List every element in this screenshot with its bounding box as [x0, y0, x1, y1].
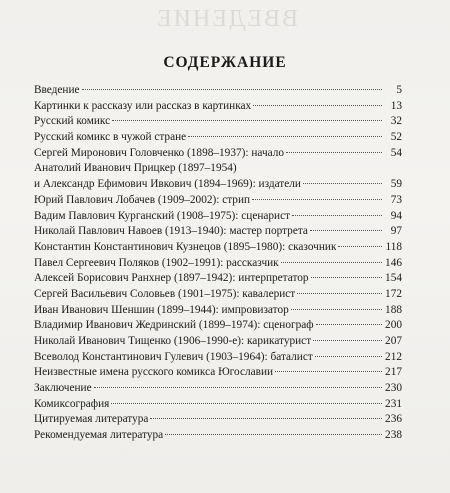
toc-entry-page-number: 212: [385, 350, 402, 363]
toc-entry-title: Анатолий Иванович Прицкер (1897–1954): [34, 162, 237, 175]
toc-entry-page-number: 32: [390, 115, 402, 128]
toc-entry-page-number: 59: [390, 178, 402, 191]
toc-entry-page-number: 5: [396, 84, 402, 96]
toc-entry-page-number: 230: [385, 382, 402, 395]
toc-entry: [34, 318, 402, 334]
toc-entry-title: Русский комикс в чужой стране: [34, 131, 187, 144]
toc-entry: [34, 83, 402, 99]
toc-entry-page-number: 231: [385, 397, 402, 410]
toc-entry: [34, 177, 402, 193]
dot-leader: [252, 199, 382, 200]
toc-entry: [34, 193, 402, 209]
toc-entry-title: Рекомендуемая литература: [34, 429, 164, 442]
toc-entry-title: Заключение: [34, 382, 92, 395]
toc-entry-title: Вадим Павлович Курганский (1908–1975): сценарист: [34, 209, 291, 222]
toc-entry-title: Комиксография: [34, 397, 110, 410]
toc-entry: [34, 209, 402, 225]
toc-entry: [34, 114, 402, 130]
toc-entry: [34, 161, 402, 177]
dot-leader: [275, 371, 382, 372]
toc-entry-title: Константин Константинович Кузнецов (1895–1980): сказочник: [34, 240, 337, 253]
toc-entry: [34, 397, 402, 413]
toc-entry: [34, 350, 402, 366]
dot-leader: [313, 340, 382, 341]
toc-entry-title: Николай Иванович Тищенко (1906–1990-е): карикатурист: [34, 335, 312, 347]
toc-entry-page-number: 54: [390, 146, 402, 159]
dot-leader: [338, 246, 382, 247]
dot-leader: [82, 89, 382, 90]
dot-leader: [303, 183, 382, 184]
page-title: СОДЕРЖАНИЕ: [163, 54, 287, 71]
toc-entry-title: Павел Сергеевич Поляков (1902–1991): рассказчик: [34, 256, 279, 269]
toc-entry: [34, 224, 402, 240]
toc-entry-page-number: 188: [385, 303, 402, 316]
toc-entry-page-number: 217: [385, 366, 402, 379]
dot-leader: [111, 403, 382, 404]
toc-entry-title: Юрий Павлович Лобачев (1909–2002): стрип: [34, 193, 251, 206]
toc-entry: [34, 303, 402, 319]
toc-entry: [34, 412, 402, 428]
dot-leader: [253, 105, 382, 106]
dot-leader: [281, 262, 382, 263]
toc-entry-page-number: 118: [385, 240, 402, 253]
toc-entry-page-number: 94: [390, 209, 402, 222]
toc-entry-page-number: 236: [385, 413, 402, 426]
toc-entry: [34, 256, 402, 272]
toc-entry-title: Иван Иванович Шеншин (1899–1944): импровизатор: [34, 303, 289, 316]
toc-entry-page-number: 13: [390, 99, 402, 112]
toc-entry: [34, 365, 402, 381]
toc-entry-page-number: 73: [390, 193, 402, 206]
toc-entry-title: Картинки к рассказу или рассказ в картинках: [34, 99, 252, 112]
toc-entry-page-number: 146: [385, 256, 402, 269]
dot-leader: [316, 324, 382, 325]
toc-entry-title: Алексей Борисович Ранхнер (1897–1942): интерпретатор: [34, 272, 309, 285]
toc-entry-title: Всеволод Константинович Гулевич (1903–1964): баталист: [34, 350, 313, 363]
toc-entry-page-number: 238: [385, 429, 402, 442]
toc-entry: [34, 240, 402, 256]
toc-entry-title: Владимир Иванович Жедринский (1899–1974): сценограф: [34, 319, 314, 332]
toc-entry: [34, 130, 402, 146]
toc-entry-title: Николай Павлович Навоев (1913–1940): мастер портрета: [34, 225, 308, 238]
toc-entry-page-number: 207: [385, 335, 402, 347]
toc-entry: [34, 381, 402, 397]
toc-entry-page-number: 97: [390, 225, 402, 238]
toc-entry-title: и Александр Ефимович Ивкович (1894–1969): издатели: [34, 178, 301, 191]
dot-leader: [150, 418, 382, 419]
toc-entry: [34, 287, 402, 303]
toc-entry-page-number: 154: [385, 272, 402, 285]
dot-leader: [291, 309, 382, 310]
toc-entry-title: Сергей Миронович Головченко (1898–1937): начало: [34, 146, 285, 159]
toc-entry-page-number: 52: [390, 131, 402, 144]
table-of-contents: [34, 83, 402, 444]
toc-entry: [34, 146, 402, 162]
dot-leader: [292, 215, 382, 216]
bleed-through-text: ВВЕДЕНИЕ: [154, 6, 298, 32]
toc-entry: [34, 428, 402, 444]
dot-leader: [165, 434, 382, 435]
toc-entry-title: Сергей Васильевич Соловьев (1901–1975): кавалерист: [34, 287, 296, 300]
dot-leader: [310, 230, 382, 231]
dot-leader: [286, 152, 382, 153]
toc-entry: [34, 99, 402, 115]
dot-leader: [297, 293, 382, 294]
toc-entry-title: Цитируемая литература: [34, 413, 149, 426]
toc-entry-title: Неизвестные имена русского комикса Югославии: [34, 366, 274, 379]
dot-leader: [315, 356, 382, 357]
toc-entry-page-number: 172: [385, 287, 402, 300]
dot-leader: [311, 277, 382, 278]
toc-entry-page-number: 200: [385, 319, 402, 332]
dot-leader: [188, 136, 382, 137]
dot-leader: [112, 120, 382, 121]
toc-entry-title: Русский комикс: [34, 115, 111, 128]
toc-entry: [34, 334, 402, 350]
toc-entry: [34, 271, 402, 287]
dot-leader: [94, 387, 382, 388]
toc-entry-title: Введение: [34, 84, 80, 96]
